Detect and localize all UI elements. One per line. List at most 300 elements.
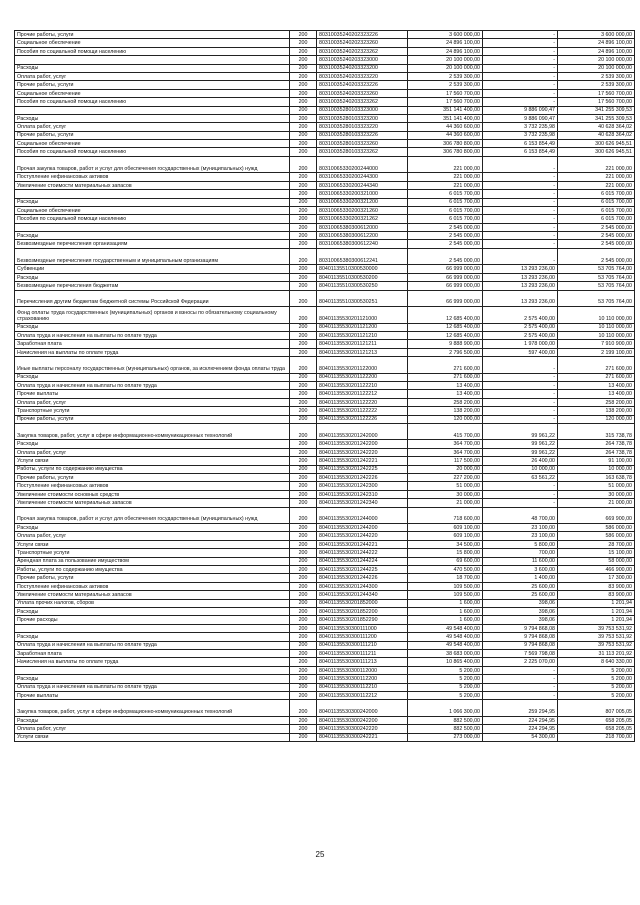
table-row (15, 31, 635, 39)
row-name-cell: Прочие работы, услуги (15, 415, 290, 423)
executed-amount-cell: 48 700,00 (483, 507, 558, 524)
line-code-cell: 200 (290, 156, 317, 173)
row-name-cell: Расходы (15, 232, 290, 240)
row-name-cell (15, 223, 290, 231)
budget-classification-code-cell: 80401135530300242221 (317, 733, 408, 741)
unexecuted-amount-cell: 669 900,00 (558, 507, 635, 524)
unexecuted-amount-cell: 5 200,00 (558, 666, 635, 674)
row-name-cell: Расходы (15, 373, 290, 381)
unexecuted-amount-cell: 300 626 945,51 (558, 148, 635, 156)
table-row (15, 532, 635, 540)
table-row (15, 582, 635, 590)
table-row (15, 675, 635, 683)
executed-amount-cell: - (483, 89, 558, 97)
executed-amount-cell: - (483, 215, 558, 223)
line-code-cell: 200 (290, 490, 317, 498)
table-row (15, 415, 635, 423)
executed-amount-cell: 23 100,00 (483, 524, 558, 532)
executed-amount-cell: - (483, 240, 558, 248)
line-code-cell: 200 (290, 624, 317, 632)
row-name-cell: Расходы (15, 64, 290, 72)
row-name-cell: Закупка товаров, работ, услуг в сфере информационно-коммуникационных технологий (15, 700, 290, 717)
budget-execution-table (14, 30, 635, 742)
executed-amount-cell: 26 400,00 (483, 457, 558, 465)
row-name-cell: Увеличение стоимости материальных запасов (15, 499, 290, 507)
approved-amount-cell: 66 999 000,00 (408, 282, 483, 290)
approved-amount-cell: 1 066 300,00 (408, 700, 483, 717)
unexecuted-amount-cell: 2 545 000,00 (558, 232, 635, 240)
budget-classification-code-cell: 80401135530300242200 (317, 716, 408, 724)
unexecuted-amount-cell: 40 628 364,02 (558, 123, 635, 131)
unexecuted-amount-cell: 5 200,00 (558, 683, 635, 691)
budget-classification-code-cell: 80401135530201244000 (317, 507, 408, 524)
approved-amount-cell: 49 548 400,00 (408, 633, 483, 641)
table-row (15, 131, 635, 139)
row-name-cell: Оплата работ, услуг (15, 123, 290, 131)
row-name-cell: Расходы (15, 273, 290, 281)
budget-classification-code-cell: 80401135530300112210 (317, 683, 408, 691)
unexecuted-amount-cell: 658 205,05 (558, 725, 635, 733)
unexecuted-amount-cell: 28 700,00 (558, 540, 635, 548)
budget-classification-code-cell: 80401135530201122220 (317, 398, 408, 406)
table-row (15, 591, 635, 599)
budget-classification-code-cell: 80401135530201122212 (317, 390, 408, 398)
row-name-cell: Безвозмездные перечисления бюджетам (15, 282, 290, 290)
approved-amount-cell: 12 685 400,00 (408, 307, 483, 324)
line-code-cell: 200 (290, 282, 317, 290)
unexecuted-amount-cell: 83 900,00 (558, 582, 635, 590)
table-row (15, 215, 635, 223)
unexecuted-amount-cell: 10 110 000,00 (558, 331, 635, 339)
row-name-cell: Услуги связи (15, 733, 290, 741)
table-row (15, 123, 635, 131)
budget-classification-code-cell: 80401135530201242310 (317, 490, 408, 498)
unexecuted-amount-cell: 315 738,78 (558, 423, 635, 440)
line-code-cell: 200 (290, 733, 317, 741)
table-row (15, 716, 635, 724)
row-name-cell: Пособия по социальной помощи населению (15, 215, 290, 223)
approved-amount-cell: 49 548 400,00 (408, 624, 483, 632)
table-row (15, 540, 635, 548)
table-row (15, 181, 635, 189)
table-row (15, 607, 635, 615)
executed-amount-cell: - (483, 173, 558, 181)
unexecuted-amount-cell: 53 705 764,00 (558, 282, 635, 290)
budget-classification-code-cell: 80401135530201242220 (317, 448, 408, 456)
unexecuted-amount-cell: 1 201,94 (558, 607, 635, 615)
line-code-cell: 200 (290, 415, 317, 423)
unexecuted-amount-cell: 31 113 201,92 (558, 649, 635, 657)
row-name-cell: Расходы (15, 323, 290, 331)
row-name-cell: Транспортные услуги (15, 549, 290, 557)
approved-amount-cell: 5 200,00 (408, 675, 483, 683)
unexecuted-amount-cell: 300 626 945,51 (558, 140, 635, 148)
budget-classification-code-cell: 80310065330200321262 (317, 215, 408, 223)
executed-amount-cell: - (483, 675, 558, 683)
approved-amount-cell: 6 015 700,00 (408, 206, 483, 214)
approved-amount-cell: 2 796 500,00 (408, 348, 483, 356)
line-code-cell: 200 (290, 273, 317, 281)
budget-classification-code-cell: 80310065380300612240 (317, 240, 408, 248)
row-name-cell: Оплата работ, услуг (15, 532, 290, 540)
approved-amount-cell: 1 600,00 (408, 607, 483, 615)
unexecuted-amount-cell: 2 539 300,00 (558, 81, 635, 89)
row-name-cell: Расходы (15, 675, 290, 683)
row-name-cell: Прочие расходы (15, 616, 290, 624)
budget-classification-code-cell: 80401135530201122200 (317, 373, 408, 381)
unexecuted-amount-cell: 20 100 000,00 (558, 64, 635, 72)
unexecuted-amount-cell: 10 000,00 (558, 465, 635, 473)
unexecuted-amount-cell: 10 110 000,00 (558, 323, 635, 331)
table-row (15, 98, 635, 106)
table-row (15, 666, 635, 674)
line-code-cell: 200 (290, 31, 317, 39)
unexecuted-amount-cell: 13 400,00 (558, 382, 635, 390)
budget-classification-code-cell: 80401135530201244225 (317, 566, 408, 574)
approved-amount-cell: 718 600,00 (408, 507, 483, 524)
executed-amount-cell: - (483, 181, 558, 189)
line-code-cell: 200 (290, 649, 317, 657)
approved-amount-cell: 609 100,00 (408, 524, 483, 532)
unexecuted-amount-cell: 218 700,00 (558, 733, 635, 741)
row-name-cell: Прочие работы, услуги (15, 131, 290, 139)
approved-amount-cell: 69 600,00 (408, 557, 483, 565)
row-name-cell: Безвозмездные перечисления государственным и муниципальным организациям (15, 248, 290, 265)
unexecuted-amount-cell: 2 545 000,00 (558, 223, 635, 231)
budget-classification-code-cell: 80401135530201852000 (317, 599, 408, 607)
executed-amount-cell: 99 961,22 (483, 423, 558, 440)
row-name-cell: Прочая закупка товаров, работ и услуг для обеспечения государственных (муниципальных) нужд (15, 507, 290, 524)
approved-amount-cell: 3 600 000,00 (408, 31, 483, 39)
unexecuted-amount-cell: 341 255 309,53 (558, 106, 635, 114)
table-row (15, 691, 635, 699)
approved-amount-cell: 2 545 000,00 (408, 232, 483, 240)
row-name-cell: Расходы (15, 524, 290, 532)
table-row (15, 700, 635, 717)
unexecuted-amount-cell: 5 200,00 (558, 691, 635, 699)
budget-classification-code-cell: 80401135530201242225 (317, 465, 408, 473)
budget-classification-code-cell: 80401135530300242000 (317, 700, 408, 717)
budget-classification-code-cell: 80310065330200244340 (317, 181, 408, 189)
unexecuted-amount-cell: 120 000,00 (558, 415, 635, 423)
table-row (15, 382, 635, 390)
table-row (15, 465, 635, 473)
approved-amount-cell: 117 500,00 (408, 457, 483, 465)
budget-classification-code-cell: 80401135530201244226 (317, 574, 408, 582)
unexecuted-amount-cell: 264 738,78 (558, 448, 635, 456)
executed-amount-cell: 398,06 (483, 599, 558, 607)
approved-amount-cell: 351 141 400,00 (408, 106, 483, 114)
unexecuted-amount-cell: 221 000,00 (558, 181, 635, 189)
table-row (15, 190, 635, 198)
budget-classification-code-cell: 80310035240203323200 (317, 64, 408, 72)
line-code-cell: 200 (290, 248, 317, 265)
line-code-cell: 200 (290, 223, 317, 231)
line-code-cell: 200 (290, 591, 317, 599)
approved-amount-cell: 258 200,00 (408, 398, 483, 406)
budget-classification-code-cell: 80401135530300111210 (317, 641, 408, 649)
budget-classification-code-cell: 80401135530201244300 (317, 582, 408, 590)
table-row (15, 156, 635, 173)
table-row (15, 282, 635, 290)
unexecuted-amount-cell: 271 600,00 (558, 373, 635, 381)
executed-amount-cell: 9 794 868,08 (483, 641, 558, 649)
approved-amount-cell: 271 600,00 (408, 373, 483, 381)
executed-amount-cell: - (483, 666, 558, 674)
executed-amount-cell: 1 978 000,00 (483, 340, 558, 348)
line-code-cell: 200 (290, 140, 317, 148)
table-row (15, 39, 635, 47)
line-code-cell: 200 (290, 482, 317, 490)
budget-classification-code-cell: 80310035280103323200 (317, 114, 408, 122)
row-name-cell: Субвенции (15, 265, 290, 273)
table-row (15, 114, 635, 122)
table-row (15, 398, 635, 406)
line-code-cell: 200 (290, 423, 317, 440)
approved-amount-cell: 109 500,00 (408, 591, 483, 599)
unexecuted-amount-cell: 8 640 330,00 (558, 658, 635, 666)
line-code-cell: 200 (290, 716, 317, 724)
unexecuted-amount-cell: 271 600,00 (558, 357, 635, 374)
line-code-cell: 200 (290, 725, 317, 733)
budget-classification-code-cell: 80401135510300530250 (317, 282, 408, 290)
line-code-cell: 200 (290, 633, 317, 641)
approved-amount-cell: 109 500,00 (408, 582, 483, 590)
approved-amount-cell: 38 683 000,00 (408, 649, 483, 657)
approved-amount-cell: 44 360 600,00 (408, 123, 483, 131)
table-row (15, 72, 635, 80)
executed-amount-cell: 63 561,22 (483, 474, 558, 482)
line-code-cell: 200 (290, 390, 317, 398)
approved-amount-cell: 5 200,00 (408, 683, 483, 691)
row-name-cell (15, 56, 290, 64)
unexecuted-amount-cell: 2 545 000,00 (558, 248, 635, 265)
row-name-cell: Уплата прочих налогов, сборов (15, 599, 290, 607)
row-name-cell: Прочие выплаты (15, 691, 290, 699)
row-name-cell: Поступление нефинансовых активов (15, 582, 290, 590)
executed-amount-cell: - (483, 407, 558, 415)
table-row (15, 64, 635, 72)
approved-amount-cell: 221 000,00 (408, 173, 483, 181)
executed-amount-cell: 54 300,00 (483, 733, 558, 741)
table-row (15, 348, 635, 356)
executed-amount-cell: - (483, 190, 558, 198)
line-code-cell: 200 (290, 407, 317, 415)
unexecuted-amount-cell: 1 201,94 (558, 616, 635, 624)
approved-amount-cell: 1 600,00 (408, 599, 483, 607)
unexecuted-amount-cell: 53 705 764,00 (558, 273, 635, 281)
row-name-cell: Начисления на выплаты по оплате труда (15, 658, 290, 666)
unexecuted-amount-cell: 6 015 700,00 (558, 206, 635, 214)
unexecuted-amount-cell: 6 015 700,00 (558, 215, 635, 223)
budget-classification-code-cell: 80401135530201242000 (317, 423, 408, 440)
executed-amount-cell: 25 600,00 (483, 591, 558, 599)
executed-amount-cell: - (483, 56, 558, 64)
line-code-cell: 200 (290, 331, 317, 339)
unexecuted-amount-cell: 20 100 000,00 (558, 56, 635, 64)
executed-amount-cell: - (483, 156, 558, 173)
table-row (15, 641, 635, 649)
budget-classification-code-cell: 80310035240202323260 (317, 39, 408, 47)
unexecuted-amount-cell: 658 205,05 (558, 716, 635, 724)
line-code-cell: 200 (290, 457, 317, 465)
executed-amount-cell: 13 293 236,00 (483, 290, 558, 307)
line-code-cell: 200 (290, 507, 317, 524)
line-code-cell: 200 (290, 691, 317, 699)
row-name-cell: Социальное обеспечение (15, 89, 290, 97)
executed-amount-cell: - (483, 232, 558, 240)
table-row (15, 490, 635, 498)
table-row (15, 89, 635, 97)
table-row (15, 474, 635, 482)
line-code-cell: 200 (290, 190, 317, 198)
line-code-cell: 200 (290, 675, 317, 683)
executed-amount-cell: - (483, 357, 558, 374)
table-row (15, 524, 635, 532)
executed-amount-cell: - (483, 198, 558, 206)
row-name-cell (15, 624, 290, 632)
line-code-cell: 200 (290, 348, 317, 356)
budget-classification-code-cell: 80310035280103323260 (317, 140, 408, 148)
line-code-cell: 200 (290, 290, 317, 307)
row-name-cell: Социальное обеспечение (15, 206, 290, 214)
table-row (15, 616, 635, 624)
row-name-cell: Расходы (15, 198, 290, 206)
approved-amount-cell: 882 500,00 (408, 716, 483, 724)
budget-classification-code-cell: 80310035240203323262 (317, 98, 408, 106)
table-row (15, 331, 635, 339)
row-name-cell: Прочие работы, услуги (15, 81, 290, 89)
executed-amount-cell: 99 961,22 (483, 448, 558, 456)
table-row (15, 649, 635, 657)
budget-classification-code-cell: 80310065330200244300 (317, 173, 408, 181)
table-row (15, 440, 635, 448)
budget-classification-code-cell: 80310035240203323226 (317, 81, 408, 89)
approved-amount-cell: 2 539 300,00 (408, 81, 483, 89)
row-name-cell: Фонд оплаты труда государственных (муниципальных) органов и взносы по обязательному социальному страхованию (15, 307, 290, 324)
approved-amount-cell: 2 545 000,00 (408, 223, 483, 231)
row-name-cell: Увеличение стоимости основных средств (15, 490, 290, 498)
line-code-cell: 200 (290, 240, 317, 248)
unexecuted-amount-cell: 7 910 900,00 (558, 340, 635, 348)
row-name-cell: Расходы (15, 440, 290, 448)
line-code-cell: 200 (290, 215, 317, 223)
table-row (15, 457, 635, 465)
unexecuted-amount-cell: 2 199 100,00 (558, 348, 635, 356)
row-name-cell: Оплата труда и начисления на выплаты по оплате труда (15, 641, 290, 649)
line-code-cell: 200 (290, 307, 317, 324)
executed-amount-cell: - (483, 683, 558, 691)
line-code-cell: 200 (290, 607, 317, 615)
budget-classification-code-cell: 80310035280103323226 (317, 131, 408, 139)
budget-classification-code-cell: 80401135530300111211 (317, 649, 408, 657)
unexecuted-amount-cell: 51 000,00 (558, 482, 635, 490)
line-code-cell: 200 (290, 181, 317, 189)
table-row (15, 173, 635, 181)
approved-amount-cell: 120 000,00 (408, 415, 483, 423)
table-row (15, 81, 635, 89)
executed-amount-cell: 13 293 236,00 (483, 265, 558, 273)
row-name-cell: Работы, услуги по содержанию имущества (15, 465, 290, 473)
table-row (15, 733, 635, 741)
budget-classification-code-cell: 80310065380300612200 (317, 232, 408, 240)
line-code-cell: 200 (290, 106, 317, 114)
line-code-cell: 200 (290, 323, 317, 331)
budget-classification-code-cell: 80401135530201122210 (317, 382, 408, 390)
approved-amount-cell: 9 888 900,00 (408, 340, 483, 348)
row-name-cell: Транспортные услуги (15, 407, 290, 415)
line-code-cell: 200 (290, 582, 317, 590)
line-code-cell: 200 (290, 616, 317, 624)
line-code-cell: 200 (290, 89, 317, 97)
approved-amount-cell: 2 545 000,00 (408, 248, 483, 265)
executed-amount-cell: 3 600,00 (483, 566, 558, 574)
row-name-cell: Оплата труда и начисления на выплаты по оплате труда (15, 382, 290, 390)
unexecuted-amount-cell: 39 753 531,92 (558, 641, 635, 649)
line-code-cell: 200 (290, 72, 317, 80)
table-row (15, 373, 635, 381)
executed-amount-cell: 2 225 070,00 (483, 658, 558, 666)
row-name-cell: Пособия по социальной помощи населению (15, 98, 290, 106)
budget-classification-code-cell: 80401135530201121210 (317, 331, 408, 339)
budget-classification-code-cell: 80401135530300111200 (317, 633, 408, 641)
unexecuted-amount-cell: 2 539 300,00 (558, 72, 635, 80)
line-code-cell: 200 (290, 465, 317, 473)
row-name-cell: Оплата работ, услуг (15, 72, 290, 80)
table-body (15, 31, 635, 742)
unexecuted-amount-cell: 1 201,94 (558, 599, 635, 607)
approved-amount-cell: 49 548 400,00 (408, 641, 483, 649)
approved-amount-cell: 364 700,00 (408, 440, 483, 448)
executed-amount-cell: - (483, 499, 558, 507)
approved-amount-cell: 66 999 000,00 (408, 290, 483, 307)
unexecuted-amount-cell: 39 753 531,92 (558, 633, 635, 641)
approved-amount-cell: 306 780 800,00 (408, 148, 483, 156)
unexecuted-amount-cell: 807 005,05 (558, 700, 635, 717)
table-row (15, 390, 635, 398)
executed-amount-cell: - (483, 382, 558, 390)
budget-classification-code-cell: 80310065330200244000 (317, 156, 408, 173)
row-name-cell: Прочие работы, услуги (15, 574, 290, 582)
unexecuted-amount-cell: 221 000,00 (558, 156, 635, 173)
unexecuted-amount-cell: 6 015 700,00 (558, 198, 635, 206)
table-row (15, 148, 635, 156)
line-code-cell: 200 (290, 666, 317, 674)
unexecuted-amount-cell: 17 560 700,00 (558, 98, 635, 106)
approved-amount-cell: 882 500,00 (408, 725, 483, 733)
approved-amount-cell: 138 200,00 (408, 407, 483, 415)
unexecuted-amount-cell: 5 200,00 (558, 675, 635, 683)
unexecuted-amount-cell: 17 300,00 (558, 574, 635, 582)
row-name-cell: Оплата труда и начисления на выплаты по оплате труда (15, 331, 290, 339)
approved-amount-cell: 351 141 400,00 (408, 114, 483, 122)
row-name-cell: Перечисления другим бюджетам бюджетной системы Российской Федерации (15, 290, 290, 307)
budget-classification-code-cell: 80401135530300111213 (317, 658, 408, 666)
approved-amount-cell: 12 685 400,00 (408, 323, 483, 331)
budget-classification-code-cell: 80401135530201244222 (317, 549, 408, 557)
approved-amount-cell: 20 100 000,00 (408, 56, 483, 64)
table-row (15, 232, 635, 240)
budget-classification-code-cell: 80401135530201244200 (317, 524, 408, 532)
executed-amount-cell: 398,06 (483, 607, 558, 615)
table-row (15, 633, 635, 641)
line-code-cell: 200 (290, 448, 317, 456)
row-name-cell: Расходы (15, 607, 290, 615)
line-code-cell: 200 (290, 64, 317, 72)
line-code-cell: 200 (290, 474, 317, 482)
line-code-cell: 200 (290, 340, 317, 348)
executed-amount-cell: - (483, 415, 558, 423)
